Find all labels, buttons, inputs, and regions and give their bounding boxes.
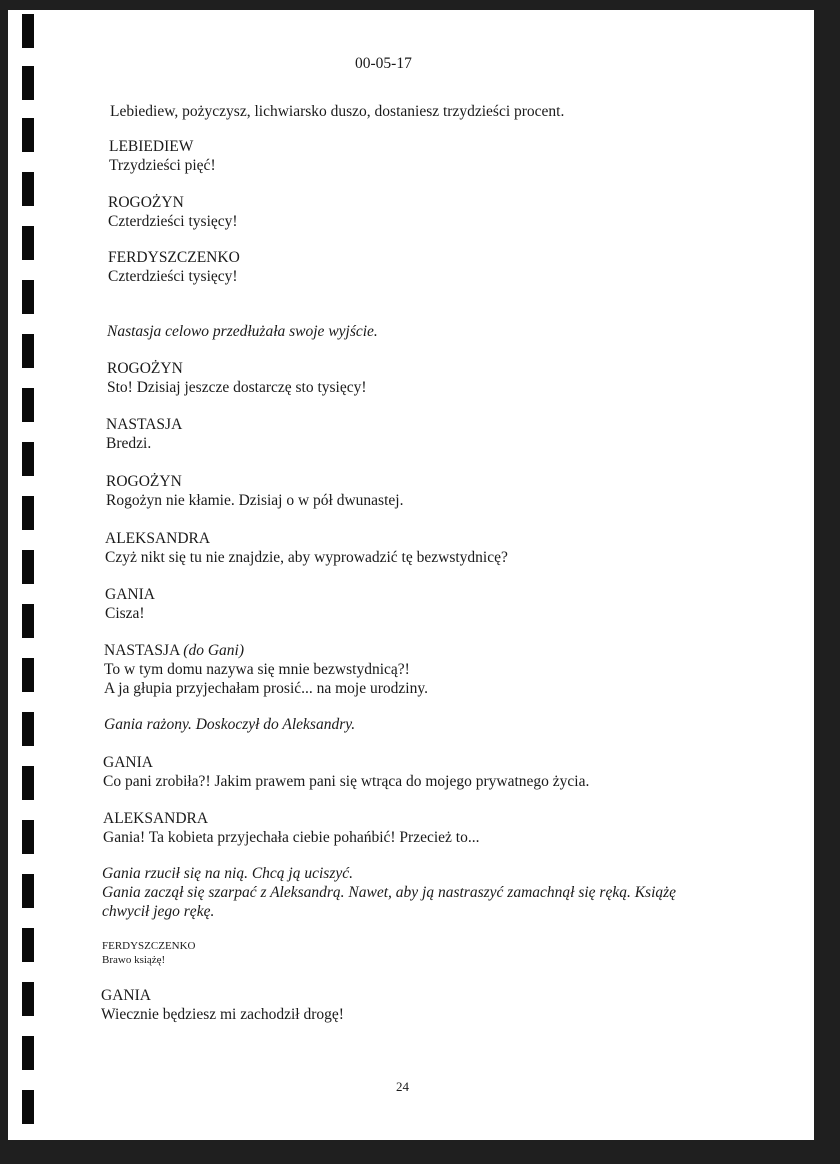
binding-hole — [22, 712, 34, 746]
binding-hole — [22, 982, 34, 1016]
dialogue-line: To w tym domu nazywa się mnie bezwstydnicą?! — [104, 661, 410, 678]
binding-hole — [22, 280, 34, 314]
page-date: 00-05-17 — [355, 55, 412, 72]
binding-hole — [22, 766, 34, 800]
paper-sheet — [8, 10, 814, 1140]
speaker-name: ROGOŻYN — [106, 473, 182, 490]
dialogue-line: Sto! Dzisiaj jeszcze dostarczę sto tysięcy! — [107, 379, 367, 396]
dialogue-line: Trzydzieści pięć! — [109, 157, 216, 174]
binding-hole — [22, 604, 34, 638]
dialogue-line: Brawo książę! — [102, 954, 166, 966]
speaker-name: NASTASJA — [106, 416, 183, 433]
stage-direction: Nastasja celowo przedłużała swoje wyjście. — [107, 323, 378, 340]
binding-hole — [22, 1090, 34, 1124]
binding-hole — [22, 334, 34, 368]
speaker-name — [104, 641, 244, 661]
dialogue-line: Gania! Ta kobieta przyjechała ciebie pohańbić! Przecież to... — [103, 829, 480, 846]
speaker-name: ALEKSANDRA — [103, 810, 209, 827]
speaker-name: FERDYSZCZENKO — [108, 249, 240, 266]
binding-hole — [22, 442, 34, 476]
binding-hole — [22, 388, 34, 422]
speaker-name: ROGOŻYN — [108, 194, 184, 211]
binding-hole — [22, 172, 34, 206]
dialogue-line: Rogożyn nie kłamie. Dzisiaj o w pół dwunastej. — [106, 492, 404, 509]
dialogue-line: Co pani zrobiła?! Jakim prawem pani się wtrąca do mojego prywatnego życia. — [103, 773, 590, 790]
binding-hole — [22, 226, 34, 260]
speaker-name: GANIA — [103, 754, 153, 771]
dialogue-line: A ja głupia przyjechałam prosić... na moje urodziny. — [104, 680, 428, 697]
stage-direction: Gania rzucił się na nią. Chcą ją uciszyć. — [102, 865, 353, 882]
dialogue-line: Lebiediew, pożyczysz, lichwiarsko duszo, dostaniesz trzydzieści procent. — [110, 103, 565, 120]
page-number: 24 — [396, 1079, 409, 1094]
speaker-name: ROGOŻYN — [107, 360, 183, 377]
dialogue-line: Cisza! — [105, 605, 145, 622]
dialogue-line: Bredzi. — [106, 435, 152, 452]
binding-hole — [22, 14, 34, 48]
binding-hole — [22, 1036, 34, 1070]
dialogue-line: Czterdzieści tysięcy! — [108, 213, 238, 230]
binding-hole — [22, 66, 34, 100]
binding-hole — [22, 550, 34, 584]
stage-direction: chwycił jego rękę. — [102, 903, 215, 920]
binding-hole — [22, 658, 34, 692]
speaker-name: FERDYSZCZENKO — [102, 940, 196, 952]
binding-hole — [22, 118, 34, 152]
speaker-name: GANIA — [105, 586, 155, 603]
dialogue-line: Czyż nikt się tu nie znajdzie, aby wyprowadzić tę bezwstydnicę? — [105, 549, 508, 566]
stage-direction: Gania rażony. Doskoczył do Aleksandry. — [104, 716, 356, 733]
speaker-aside: (do Gani) — [183, 642, 244, 659]
speaker-label: NASTASJA — [104, 642, 180, 659]
dialogue-line: Wiecznie będziesz mi zachodził drogę! — [101, 1006, 344, 1023]
binding-hole — [22, 820, 34, 854]
speaker-name: GANIA — [101, 987, 151, 1004]
binding-hole — [22, 496, 34, 530]
speaker-name: LEBIEDIEW — [109, 138, 194, 155]
stage-direction: Gania zaczął się szarpać z Aleksandrą. Nawet, aby ją nastraszyć zamachnął się ręką. Książę — [102, 884, 677, 901]
binding-hole — [22, 874, 34, 908]
dialogue-line: Czterdzieści tysięcy! — [108, 268, 238, 285]
speaker-name: ALEKSANDRA — [105, 530, 211, 547]
binding-hole — [22, 928, 34, 962]
